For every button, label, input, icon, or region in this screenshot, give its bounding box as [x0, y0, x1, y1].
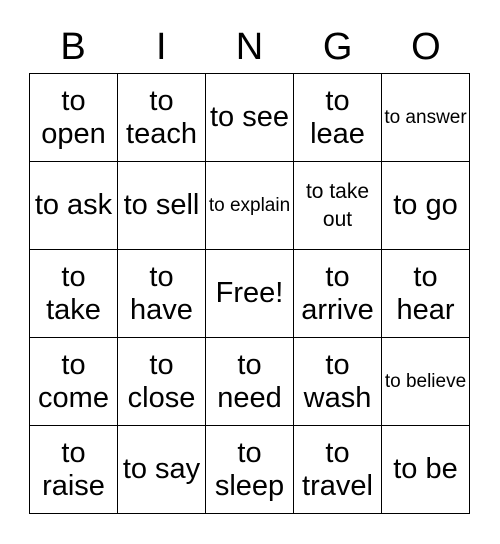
bingo-header [29, 22, 470, 72]
bingo-cell[interactable]: to come [30, 338, 118, 426]
header-letter-n: N [235, 26, 264, 68]
bingo-cell[interactable]: to wash [294, 338, 382, 426]
bingo-board [29, 73, 470, 514]
header-letter-i: I [156, 26, 167, 68]
bingo-cell[interactable]: to sell [118, 162, 206, 250]
free-space-cell[interactable]: Free! [206, 250, 294, 338]
header-letter-o: O [411, 26, 441, 68]
header-letter-b: B [60, 26, 86, 68]
bingo-cell[interactable]: to arrive [294, 250, 382, 338]
bingo-cell[interactable]: to have [118, 250, 206, 338]
bingo-cell[interactable]: to close [118, 338, 206, 426]
header-letter-g: G [322, 26, 353, 68]
bingo-cell[interactable]: to leae [294, 74, 382, 162]
bingo-cell[interactable]: to travel [294, 426, 382, 514]
bingo-cell[interactable]: to need [206, 338, 294, 426]
bingo-cell[interactable]: to go [382, 162, 470, 250]
bingo-cell[interactable]: to hear [382, 250, 470, 338]
bingo-cell[interactable]: to take [30, 250, 118, 338]
bingo-cell[interactable]: to take out [294, 162, 382, 250]
bingo-cell[interactable]: to sleep [206, 426, 294, 514]
bingo-cell[interactable]: to say [118, 426, 206, 514]
bingo-cell[interactable]: to see [206, 74, 294, 162]
bingo-cell[interactable]: to believe [382, 338, 470, 426]
bingo-cell[interactable]: to open [30, 74, 118, 162]
bingo-cell[interactable]: to raise [30, 426, 118, 514]
bingo-cell[interactable]: to teach [118, 74, 206, 162]
bingo-cell[interactable]: to answer [382, 74, 470, 162]
bingo-cell[interactable]: to ask [30, 162, 118, 250]
bingo-cell[interactable]: to explain [206, 162, 294, 250]
bingo-cell[interactable]: to be [382, 426, 470, 514]
